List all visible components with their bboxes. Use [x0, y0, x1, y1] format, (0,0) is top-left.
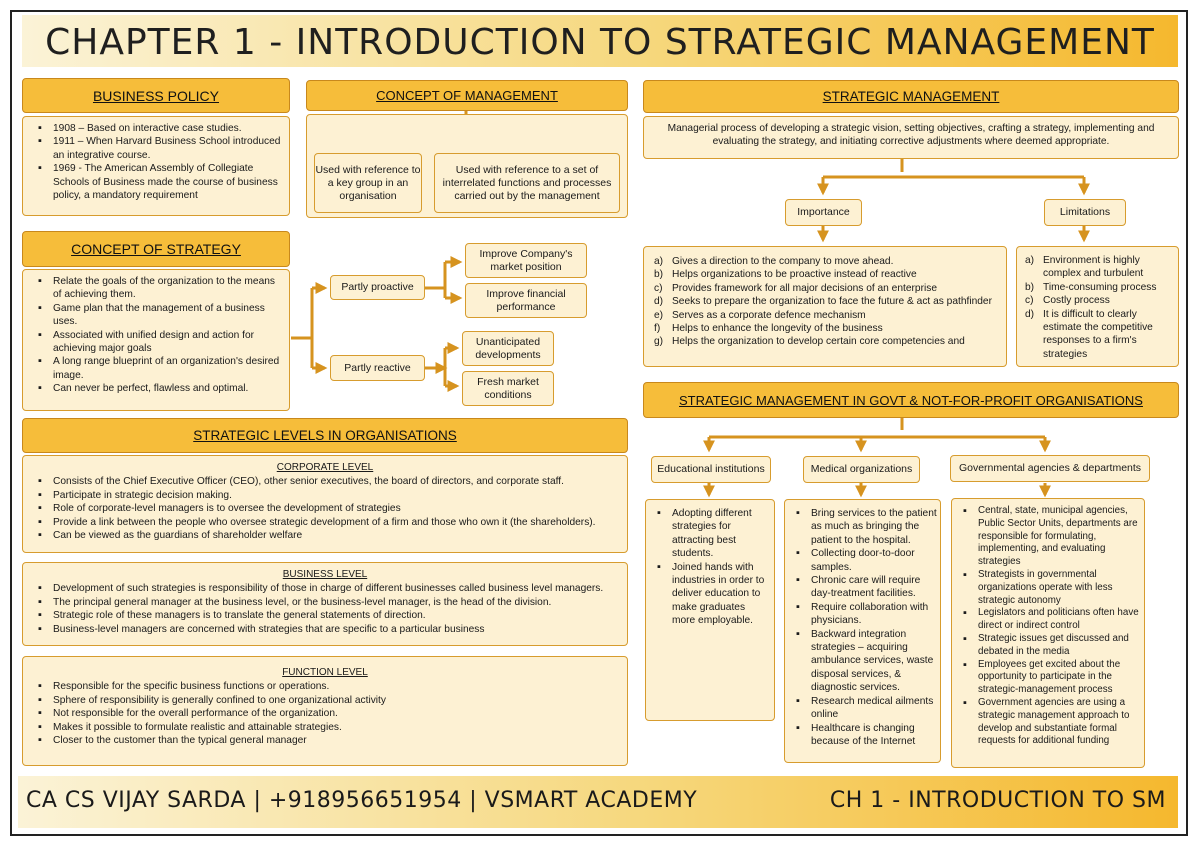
concept-strategy-heading: CONCEPT OF STRATEGY: [22, 231, 290, 267]
list-item: a) Gives a direction to the company to move ahead.: [654, 256, 894, 267]
management-functions: Used with reference to a set of interrelated functions and processes carried out by the management: [434, 153, 620, 213]
list-item: ▪ Can be viewed as the guardians of shareholder welfare: [53, 529, 623, 542]
list-item: ▪ Closer to the customer than the typical general manager: [53, 734, 623, 747]
list-item: ▪ Associated with unified design and action for achieving major goals: [53, 329, 285, 356]
management-key-group: Used with reference to a key group in an organisation: [314, 153, 422, 213]
footer-author: CA CS VIJAY SARDA | +918956651954 | VSMART ACADEMY: [26, 788, 698, 813]
governmental-agencies-label: Governmental agencies & departments: [950, 455, 1150, 482]
list-item: f) Helps to enhance the longevity of the business: [654, 323, 883, 335]
list-item: ▪ Provide a link between the people who oversee strategic development of a firm and those who own it (the shareholders).: [53, 516, 623, 529]
list-item: ▪ Consists of the Chief Executive Officer (CEO), other senior executives, the board of directors, and corporate staff.: [53, 475, 623, 488]
list-item: ▪ Government agencies are using a strategic management approach to develop and substantiate formal requests for additional funding: [978, 697, 1141, 748]
list-item: ▪ Can never be perfect, flawless and optimal.: [53, 382, 285, 395]
business-policy-list: [27, 122, 285, 202]
list-item: d) It is difficult to clearly estimate the competitive responses to a firm's strategies: [1025, 308, 1153, 360]
limitations-box: [1016, 246, 1179, 367]
list-item: b) Time-consuming process: [1025, 281, 1157, 293]
list-item: ▪ Not responsible for the overall performance of the organization.: [53, 707, 623, 720]
list-item: ▪ Collecting door-to-door samples.: [811, 547, 937, 574]
list-item: d) Seeks to prepare the organization to face the future & act as pathfinder: [654, 296, 992, 308]
list-item: ▪ Adopting different strategies for attracting best students.: [672, 507, 770, 561]
function-level-list: [27, 680, 623, 747]
partly-reactive: Partly reactive: [330, 355, 425, 381]
governmental-list: [952, 505, 1141, 748]
corporate-level-list: [27, 475, 623, 542]
educational-institutions-label: Educational institutions: [651, 456, 771, 483]
importance-label: Importance: [785, 199, 862, 226]
business-policy-heading: BUSINESS POLICY: [22, 78, 290, 113]
list-item: ▪ Role of corporate-level managers is to oversee the development of strategies: [53, 502, 623, 515]
list-item: ▪ Relate the goals of the organization to the means of achieving them.: [53, 275, 285, 302]
unanticipated-developments: Unanticipated developments: [462, 331, 554, 366]
list-item: ▪ Strategic issues get discussed and debated in the media: [978, 633, 1141, 659]
concept-strategy-list: [27, 275, 285, 396]
list-item: ▪ The principal general manager at the business level, or the business-level manager, is the head of the division.: [53, 596, 623, 609]
list-item: ▪ Strategists in governmental organizations operate with less strategic autonomy: [978, 569, 1141, 607]
list-item: e) Serves as a corporate defence mechanism: [654, 309, 866, 321]
business-level-box: [22, 562, 628, 646]
list-item: ▪ Employees get excited about the opportunity to participate in the strategic-management process: [978, 659, 1141, 697]
list-item: ▪ Participate in strategic decision making.: [53, 489, 623, 502]
business-policy-box: [22, 116, 290, 216]
importance-list: [650, 255, 1000, 349]
governmental-box: [951, 498, 1145, 768]
medical-list: [785, 507, 937, 748]
improve-market-position: Improve Company's market position: [465, 243, 587, 278]
medical-box: [784, 499, 941, 763]
page-title: CHAPTER 1 - INTRODUCTION TO STRATEGIC MANAGEMENT: [45, 22, 1155, 63]
improve-financial-performance: Improve financial performance: [465, 283, 587, 318]
list-item: ▪ Backward integration strategies – acquiring ambulance services, waste disposal services, & diagnostic services.: [811, 628, 937, 695]
partly-proactive: Partly proactive: [330, 275, 425, 300]
list-item: ▪ Chronic care will require day-treatment facilities.: [811, 574, 937, 601]
list-item: ▪ Bring services to the patient as much as bringing the patient to the hospital.: [811, 507, 937, 547]
function-level-title: FUNCTION LEVEL: [282, 667, 368, 678]
list-item: ▪ Central, state, municipal agencies, Public Sector Units, departments are responsible for formulating, implementing, and evaluating strategies: [978, 505, 1141, 569]
educational-list: [646, 507, 770, 628]
list-item: ▪ Responsible for the specific business functions or operations.: [53, 680, 623, 693]
list-item: a) Environment is highly complex and turbulent: [1025, 255, 1144, 280]
corporate-level-box: [22, 455, 628, 553]
concept-management-heading: CONCEPT OF MANAGEMENT: [306, 80, 628, 111]
limitations-list: [1021, 254, 1174, 361]
list-item: ▪ Legislators and politicians often have direct or indirect control: [978, 607, 1141, 633]
list-item: ▪ Require collaboration with physicians.: [811, 601, 937, 628]
page-title-banner: [22, 15, 1178, 67]
list-item: ▪ Sphere of responsibility is generally confined to one organizational activity: [53, 694, 623, 707]
list-item: ▪ 1911 – When Harvard Business School introduced an integrative course.: [53, 135, 285, 162]
list-item: ▪ Joined hands with industries in order to deliver education to make graduates more employable.: [672, 561, 770, 628]
strategic-management-definition: Managerial process of developing a strategic vision, setting objectives, crafting a strategy, implementing and evaluating the strategy, and initiating corrective adjustments where deemed appropriate.: [643, 116, 1179, 159]
list-item: ▪ Makes it possible to formulate realistic and attainable strategies.: [53, 721, 623, 734]
list-item: ▪ Healthcare is changing because of the Internet: [811, 722, 937, 749]
list-item: g) Helps the organization to develop certain core competencies and: [654, 336, 965, 348]
list-item: ▪ Business-level managers are concerned with strategies that are specific to a particular business: [53, 623, 623, 636]
list-item: ▪ Development of such strategies is responsibility of those in charge of different businesses called business level managers.: [53, 582, 623, 595]
govt-heading: STRATEGIC MANAGEMENT IN GOVT & NOT-FOR-PROFIT ORGANISATIONS: [643, 382, 1179, 418]
educational-box: [645, 499, 775, 721]
list-item: ▪ Game plan that the management of a business uses.: [53, 302, 285, 329]
fresh-market-conditions: Fresh market conditions: [462, 371, 554, 406]
business-level-title: BUSINESS LEVEL: [282, 569, 368, 580]
list-item: ▪ A long range blueprint of an organization's desired image.: [53, 355, 285, 382]
concept-strategy-box: [22, 269, 290, 411]
list-item: ▪ 1969 - The American Assembly of Collegiate Schools of Business made the course of business policy, a mandatory requirement: [53, 162, 285, 202]
footer-banner: [18, 776, 1178, 828]
footer-chapter: CH 1 - INTRODUCTION TO SM: [829, 788, 1166, 813]
limitations-label: Limitations: [1044, 199, 1126, 226]
function-level-box: [22, 656, 628, 766]
importance-box: [643, 246, 1007, 367]
list-item: c) Provides framework for all major decisions of an enterprise: [654, 282, 937, 294]
list-item: ▪ Strategic role of these managers is to translate the general statements of direction.: [53, 609, 623, 622]
corporate-level-title: CORPORATE LEVEL: [276, 462, 374, 473]
strategic-levels-heading: STRATEGIC LEVELS IN ORGANISATIONS: [22, 418, 628, 453]
list-item: ▪ 1908 – Based on interactive case studies.: [53, 122, 285, 135]
list-item: ▪ Research medical ailments online: [811, 695, 937, 722]
business-level-list: [27, 582, 623, 636]
list-item: c) Costly process: [1025, 295, 1110, 307]
medical-organizations-label: Medical organizations: [803, 456, 920, 483]
strategic-management-heading: STRATEGIC MANAGEMENT: [643, 80, 1179, 113]
list-item: b) Helps organizations to be proactive instead of reactive: [654, 269, 917, 281]
